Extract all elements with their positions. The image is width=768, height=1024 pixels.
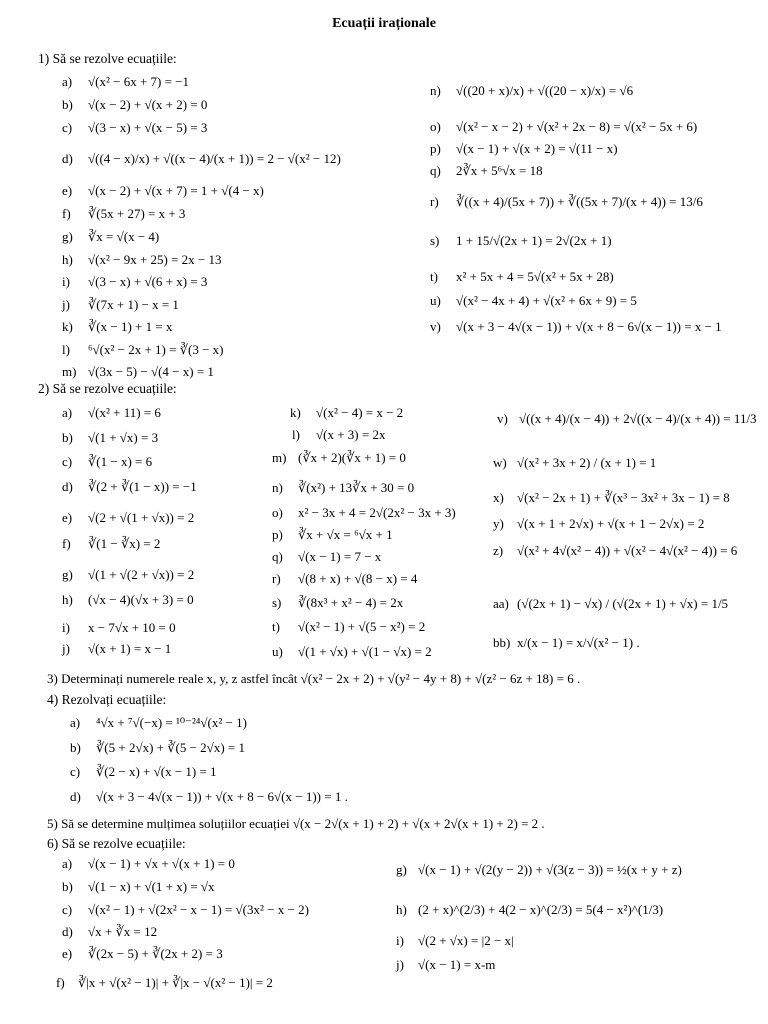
- item-label: d): [62, 151, 73, 166]
- equation: x² − 3x + 4 = 2√(2x² − 3x + 3): [298, 505, 456, 520]
- equation: x² + 5x + 4 = 5√(x² + 5x + 28): [456, 269, 614, 284]
- ex1-item-q: [430, 164, 543, 177]
- item-label: f): [56, 975, 65, 990]
- equation: ∛(8x³ + x² − 4) = 2x: [298, 595, 404, 610]
- ex6-item-c: [62, 903, 309, 916]
- item-label: v): [430, 319, 441, 334]
- ex2-item-r: [272, 572, 417, 585]
- item-label: d): [62, 924, 73, 939]
- equation: √((x + 4)/(x − 4)) + 2√((x − 4)/(x + 4)) = 11/3: [519, 411, 757, 426]
- equation: ∛(1 − ∛x) = 2: [88, 536, 161, 551]
- ex1-item-v: [430, 320, 722, 333]
- equation: √(x² − 6x + 7) = −1: [88, 74, 190, 89]
- item-label: l): [62, 342, 70, 357]
- ex6-item-e: [62, 947, 223, 960]
- equation: (√x − 4)(√x + 3) = 0: [88, 592, 194, 607]
- equation: √(x² − 9x + 25) = 2x − 13: [88, 252, 222, 267]
- equation: ⁴√x + ⁷√(−x) = ¹⁰⁻²⁴√(x² − 1): [96, 715, 247, 730]
- ex2-heading: 2) Să se rezolve ecuațiile:: [38, 381, 177, 396]
- equation: √(1 + √(2 + √x)) = 2: [88, 567, 195, 582]
- equation: (√(2x + 1) − √x) / (√(2x + 1) + √x) = 1/5: [517, 596, 729, 611]
- equation: ∛(7x + 1) − x = 1: [88, 297, 179, 312]
- ex4-heading: 4) Rezolvați ecuațiile:: [47, 692, 167, 707]
- item-label: l): [292, 427, 300, 442]
- item-label: aa): [493, 596, 509, 611]
- ex1-item-g: [62, 230, 159, 243]
- ex1-item-j: [62, 298, 179, 311]
- ex2-item-q: [272, 550, 381, 563]
- equation: √((4 − x)/x) + √((x − 4)/(x + 1)) = 2 − √(x² − 12): [88, 151, 341, 166]
- item-label: z): [493, 543, 504, 558]
- ex2-item-o: [272, 506, 456, 519]
- item-label: f): [62, 206, 71, 221]
- equation: √(x + 3 − 4√(x − 1)) + √(x + 8 − 6√(x − 1)) = 1 .: [96, 789, 348, 804]
- item-label: v): [497, 411, 508, 426]
- ex1-item-e: [62, 184, 264, 197]
- item-label: m): [62, 364, 77, 379]
- equation: ∛(5 + 2√x) + ∛(5 − 2√x) = 1: [96, 740, 245, 755]
- ex3-statement: 3) Determinați numerele reale x, y, z astfel încât √(x² − 2x + 2) + √(y² − 4y + 8) + √(z² − 6z + 18) = 6 .: [47, 671, 581, 686]
- equation: √(x² − x − 2) + √(x² + 2x − 8) = √(x² − 5x + 6): [456, 119, 698, 134]
- equation: √(x² − 4x + 4) + √(x² + 6x + 9) = 5: [456, 293, 637, 308]
- item-label: a): [62, 856, 73, 871]
- ex1-item-f: [62, 207, 185, 220]
- ex6-item-i: [396, 934, 514, 947]
- ex2-item-t: [272, 620, 425, 633]
- equation: ∛(1 − x) = 6: [88, 454, 153, 469]
- item-label: t): [430, 269, 438, 284]
- item-label: t): [272, 619, 280, 634]
- equation: √(x + 1) = x − 1: [88, 641, 172, 656]
- item-label: s): [430, 233, 440, 248]
- ex1-item-m: [62, 365, 214, 378]
- item-label: b): [62, 879, 73, 894]
- equation: (∛x + 2)(∛x + 1) = 0: [298, 450, 406, 465]
- ex2-item-c: [62, 455, 152, 468]
- equation: √(x + 3) = 2x: [316, 427, 386, 442]
- item-label: i): [62, 274, 70, 289]
- equation: ∛(2 − x) + √(x − 1) = 1: [96, 764, 217, 779]
- equation: √(8 + x) + √(8 − x) = 4: [298, 571, 418, 586]
- equation: x − 7√x + 10 = 0: [88, 620, 176, 635]
- equation: 2∛x + 5⁶√x = 18: [456, 163, 543, 178]
- ex1-item-a: [62, 75, 189, 88]
- equation: √(3 − x) + √(6 + x) = 3: [88, 274, 208, 289]
- ex2-item-l: [292, 428, 385, 441]
- equation: √(x² + 11) = 6: [88, 405, 161, 420]
- ex1-item-t: [430, 270, 614, 283]
- ex2-item-k: [290, 406, 403, 419]
- equation: ∛(5x + 27) = x + 3: [88, 206, 186, 221]
- item-label: n): [272, 480, 283, 495]
- ex1-item-s: [430, 234, 612, 247]
- equation: √(1 + √x) = 3: [88, 430, 159, 445]
- item-label: b): [62, 97, 73, 112]
- equation: √(x − 1) + √(2(y − 2)) + √(3(z − 3)) = ½(x + y + z): [418, 862, 682, 877]
- ex6-item-j: [396, 958, 495, 971]
- ex6-item-b: [62, 880, 215, 893]
- item-label: s): [272, 595, 282, 610]
- item-label: g): [62, 229, 73, 244]
- ex1-item-l: [62, 343, 224, 356]
- ex4-item-b: [70, 741, 245, 754]
- equation: √(2 + √x) = |2 − x|: [418, 933, 514, 948]
- ex6-item-h: [396, 903, 663, 916]
- ex2-item-d: [62, 480, 197, 493]
- equation: √(x − 1) + √x + √(x + 1) = 0: [88, 856, 235, 871]
- item-label: c): [62, 454, 73, 469]
- equation: √(1 + √x) + √(1 − √x) = 2: [298, 644, 432, 659]
- item-label: h): [396, 902, 407, 917]
- item-label: o): [272, 505, 283, 520]
- item-label: o): [430, 119, 441, 134]
- ex2-item-m: [272, 451, 406, 464]
- ex2-item-s: [272, 596, 403, 609]
- item-label: e): [62, 946, 73, 961]
- ex2-item-b: [62, 431, 158, 444]
- equation: √(3x − 5) − √(4 − x) = 1: [88, 364, 214, 379]
- ex1-item-p: [430, 142, 618, 155]
- equation: √(1 − x) + √(1 + x) = √x: [88, 879, 215, 894]
- equation: √(x + 3 − 4√(x − 1)) + √(x + 8 − 6√(x − 1)) = x − 1: [456, 319, 722, 334]
- ex1-item-u: [430, 294, 637, 307]
- ex4-item-d: [70, 790, 348, 803]
- item-label: b): [62, 430, 73, 445]
- item-label: a): [62, 74, 73, 89]
- ex1-item-c: [62, 121, 207, 134]
- item-label: i): [396, 933, 404, 948]
- item-label: c): [70, 764, 81, 779]
- ex1-item-r: [430, 195, 703, 208]
- equation: ∛(x²) + 13∛x + 30 = 0: [298, 480, 415, 495]
- item-label: e): [62, 183, 73, 198]
- ex1-item-k: [62, 320, 172, 333]
- item-label: j): [62, 297, 70, 312]
- item-label: w): [493, 455, 507, 470]
- item-label: m): [272, 450, 287, 465]
- ex4-item-c: [70, 765, 217, 778]
- ex2-item-h: [62, 593, 194, 606]
- ex1-item-b: [62, 98, 207, 111]
- ex6-item-f: [56, 976, 273, 989]
- item-label: h): [62, 592, 73, 607]
- equation: √((20 + x)/x) + √((20 − x)/x) = √6: [456, 83, 634, 98]
- ex2-item-g: [62, 568, 194, 581]
- item-label: k): [62, 319, 73, 334]
- item-label: d): [70, 789, 81, 804]
- item-label: p): [430, 141, 441, 156]
- item-label: j): [396, 957, 404, 972]
- equation: √(3 − x) + √(x − 5) = 3: [88, 120, 208, 135]
- ex2-item-a: [62, 406, 161, 419]
- equation: ∛((x + 4)/(5x + 7)) + ∛((5x + 7)/(x + 4)) = 13/6: [456, 194, 703, 209]
- item-label: b): [70, 740, 81, 755]
- item-label: q): [430, 163, 441, 178]
- equation: ∛x + √x = ⁶√x + 1: [298, 527, 393, 542]
- ex2-item-p: [272, 528, 393, 541]
- ex2-item-aa: [493, 597, 728, 610]
- ex2-item-bb: [493, 636, 640, 649]
- ex1-item-h: [62, 253, 222, 266]
- ex2-item-n: [272, 481, 414, 494]
- equation: ∛x = √(x − 4): [88, 229, 160, 244]
- ex2-item-w: [493, 456, 656, 469]
- ex2-item-x: [493, 491, 730, 504]
- item-label: q): [272, 549, 283, 564]
- item-label: h): [62, 252, 73, 267]
- equation: √(x − 1) = x-m: [418, 957, 496, 972]
- equation: √(x − 2) + √(x + 7) = 1 + √(4 − x): [88, 183, 264, 198]
- equation: √(x² − 1) + √(5 − x²) = 2: [298, 619, 426, 634]
- item-label: bb): [493, 635, 511, 650]
- item-label: j): [62, 641, 70, 656]
- equation: x/(x − 1) = x/√(x² − 1) .: [517, 635, 640, 650]
- item-label: e): [62, 510, 73, 525]
- item-label: i): [62, 620, 70, 635]
- equation: √(2 + √(1 + √x)) = 2: [88, 510, 195, 525]
- equation: √(x + 1 + 2√x) + √(x + 1 − 2√x) = 2: [517, 516, 705, 531]
- equation: ⁶√(x² − 2x + 1) = ∛(3 − x): [88, 342, 224, 357]
- item-label: g): [62, 567, 73, 582]
- equation: ∛(2x − 5) + ∛(2x + 2) = 3: [88, 946, 223, 961]
- ex2-item-i: [62, 621, 176, 634]
- page-title: Ecuații iraționale: [332, 16, 436, 31]
- equation: √(x² + 4√(x² − 4)) + √(x² − 4√(x² − 4)) = 6: [517, 543, 738, 558]
- equation: ∛(2 + ∛(1 − x)) = −1: [88, 479, 197, 494]
- equation: √(x − 1) = 7 − x: [298, 549, 382, 564]
- ex1-item-n: [430, 84, 633, 97]
- item-label: p): [272, 527, 283, 542]
- ex2-item-z: [493, 544, 737, 557]
- item-label: r): [272, 571, 281, 586]
- ex1-item-i: [62, 275, 207, 288]
- equation: ∛(x − 1) + 1 = x: [88, 319, 173, 334]
- ex6-item-a: [62, 857, 235, 870]
- ex2-item-v: [497, 412, 757, 425]
- item-label: u): [430, 293, 441, 308]
- equation: √(x² − 4) = x − 2: [316, 405, 404, 420]
- item-label: g): [396, 862, 407, 877]
- equation: (2 + x)^(2/3) + 4(2 − x)^(2/3) = 5(4 − x²)^(1/3): [418, 902, 664, 917]
- equation: 1 + 15/√(2x + 1) = 2√(2x + 1): [456, 233, 612, 248]
- item-label: y): [493, 516, 504, 531]
- item-label: u): [272, 644, 283, 659]
- item-label: a): [70, 715, 81, 730]
- ex1-item-o: [430, 120, 697, 133]
- equation: √x + ∛x = 12: [88, 924, 158, 939]
- equation: √(x² + 3x + 2) / (x + 1) = 1: [517, 455, 657, 470]
- ex2-item-j: [62, 642, 171, 655]
- item-label: n): [430, 83, 441, 98]
- ex2-item-u: [272, 645, 432, 658]
- ex2-item-e: [62, 511, 194, 524]
- item-label: r): [430, 194, 439, 209]
- item-label: f): [62, 536, 71, 551]
- equation: √(x² − 1) + √(2x² − x − 1) = √(3x² − x − 2): [88, 902, 309, 917]
- equation: √(x − 1) + √(x + 2) = √(11 − x): [456, 141, 618, 156]
- item-label: x): [493, 490, 504, 505]
- ex6-item-d: [62, 925, 157, 938]
- equation: √(x² − 2x + 1) + ∛(x³ − 3x² + 3x − 1) = 8: [517, 490, 730, 505]
- ex1-heading: 1) Să se rezolve ecuațiile:: [38, 51, 177, 66]
- ex6-heading: 6) Să se rezolve ecuațiile:: [47, 836, 186, 851]
- ex5-statement: 5) Să se determine mulțimea soluțiilor ecuației √(x − 2√(x + 1) + 2) + √(x + 2√(x + 1) + 2) = 2 .: [47, 816, 545, 831]
- ex1-item-d: [62, 152, 341, 165]
- item-label: k): [290, 405, 301, 420]
- item-label: c): [62, 902, 73, 917]
- ex6-item-g: [396, 863, 682, 876]
- ex2-item-y: [493, 517, 704, 530]
- equation: √(x − 2) + √(x + 2) = 0: [88, 97, 208, 112]
- item-label: a): [62, 405, 73, 420]
- item-label: c): [62, 120, 73, 135]
- equation: ∛|x + √(x² − 1)| + ∛|x − √(x² − 1)| = 2: [78, 975, 273, 990]
- item-label: d): [62, 479, 73, 494]
- ex2-item-f: [62, 537, 160, 550]
- ex4-item-a: [70, 716, 247, 729]
